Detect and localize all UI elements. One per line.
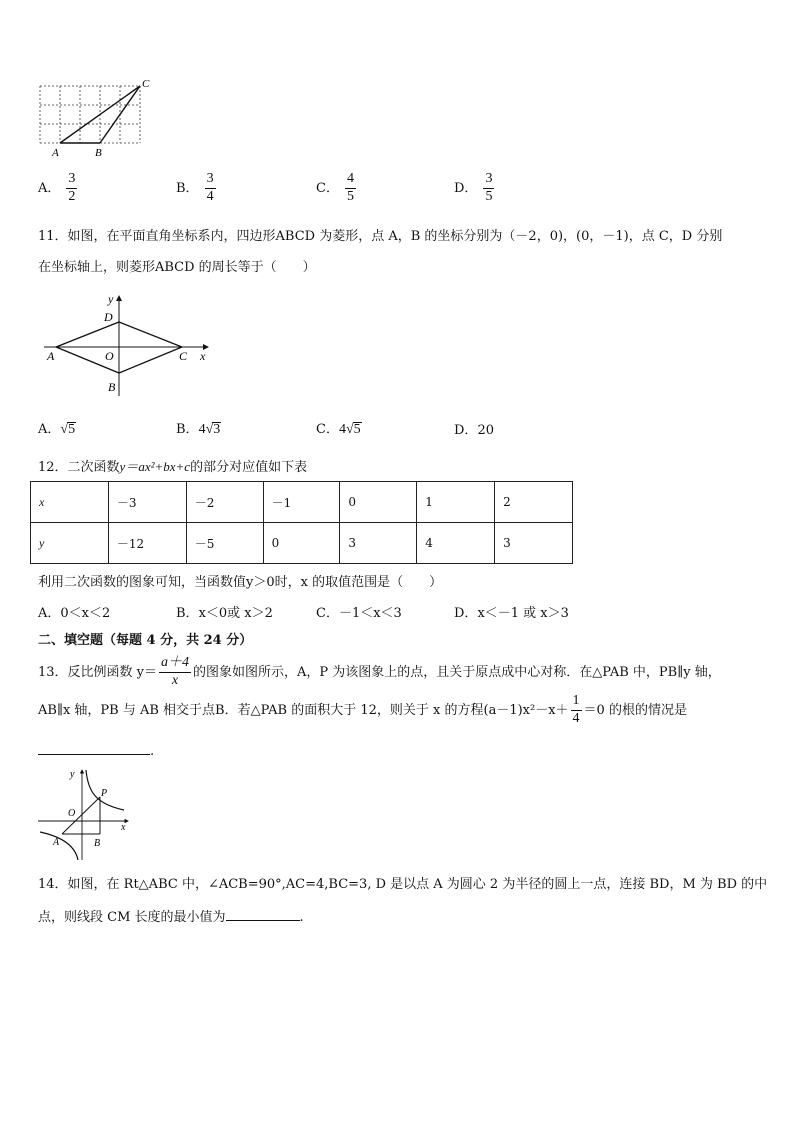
q10-option-c: C． $\frac{4}{5}$	[316, 171, 354, 204]
q12-option-b: B．x＜0或 x＞2	[176, 606, 273, 621]
label-d: D	[104, 310, 113, 324]
row-head: x	[31, 482, 109, 523]
label-p: P	[101, 788, 108, 799]
q12-question-text: 利用二次函数的图象可知，当函数值y＞0时，x 的取值范围是（ ）	[38, 575, 443, 590]
q11-option-a: A． √ 5	[38, 422, 76, 437]
table-cell: 3	[340, 523, 417, 564]
fraction: $\frac{3}{4}$	[206, 171, 214, 204]
label-x: x	[121, 822, 126, 833]
label-c: C	[179, 349, 188, 363]
row-head: y	[31, 523, 109, 564]
fraction: $\frac{a+4}{x}$	[161, 655, 190, 688]
label-a: A	[53, 837, 60, 848]
label-o: O	[105, 349, 114, 363]
table-row-x	[31, 482, 573, 523]
fraction: $\frac{3}{2}$	[68, 171, 76, 204]
q10-option-d: D． $\frac{3}{5}$	[454, 171, 493, 204]
q13-answer-line: .	[38, 742, 154, 758]
answer-blank[interactable]	[226, 908, 300, 921]
fraction: $\frac{3}{5}$	[485, 171, 493, 204]
table-cell: 0	[263, 523, 340, 564]
q11-rhombus-figure	[38, 290, 218, 400]
q10-option-a: A． $\frac{3}{2}$	[38, 171, 76, 204]
table-cell: －2	[186, 482, 263, 523]
label-x: x	[200, 349, 206, 363]
label-y: y	[108, 292, 114, 306]
label-b: B	[94, 838, 101, 849]
table-cell: 4	[417, 523, 495, 564]
q12-line1: 12．二次函数y＝ax²+bx+c的部分对应值如下表	[38, 459, 308, 475]
q11-option-c: C． 4 √ 5	[316, 421, 361, 437]
q11-line1: 11．如图，在平面直角坐标系内，四边形ABCD 为菱形，点 A，B 的坐标分别为（－2，0)，(0，－1)，点 C，D 分别	[38, 229, 723, 244]
table-cell: －12	[108, 523, 186, 564]
label-o: O	[68, 808, 76, 819]
q13-line1: 13．反比例函数 y＝ $\frac{a+4}{x}$ 的图象如图所示，A，P 为该图象上的点，且关于原点成中心对称．在△PAB 中，PB∥y 轴，	[38, 655, 721, 688]
table-cell: －1	[263, 482, 340, 523]
label-a: A	[47, 349, 55, 363]
q11-option-d: D． 20	[454, 423, 494, 438]
sqrt-expression: √ 3	[205, 422, 221, 437]
q14-line1: 14．如图，在 Rt△ABC 中，∠ACB=90°,AC=4,BC=3, D 是以点 A 为圆心 2 为半径的圆上一点，连接 BD，M 为 BD 的中	[38, 877, 768, 892]
q12-option-a: A．0＜x＜2	[38, 606, 111, 621]
q12-value-table	[30, 481, 573, 564]
q10-grid-figure	[34, 76, 164, 162]
q13-line2: AB∥x 轴，PB 与 AB 相交于点B．若△PAB 的面积大于 12，则关于 x 的方程(a－1)x²－x＋ $\frac{1}{4}$ ＝0 的根的情况是	[38, 693, 687, 726]
sqrt-expression: √ 5	[345, 422, 361, 437]
q12-option-c: C．－1＜x＜3	[316, 606, 402, 621]
q11-line2: 在坐标轴上，则菱形ABCD 的周长等于（ ）	[38, 260, 316, 275]
label-a: A	[52, 147, 59, 159]
label-c: C	[142, 78, 150, 90]
table-row-y	[31, 523, 573, 564]
table-cell: 0	[340, 482, 417, 523]
fraction: $\frac{4}{5}$	[346, 171, 354, 204]
table-cell: －3	[108, 482, 186, 523]
section-heading: 二、填空题（每题 4 分，共 24 分）	[38, 633, 253, 648]
q13-hyperbola-figure	[34, 764, 134, 864]
answer-blank[interactable]	[38, 742, 150, 755]
q10-option-b: B． $\frac{3}{4}$	[176, 171, 214, 204]
fraction: $\frac{1}{4}$	[572, 693, 580, 726]
label-b: B	[95, 147, 102, 159]
q12-option-d: D．x＜－1 或 x＞3	[454, 606, 569, 621]
label-b: B	[108, 380, 116, 394]
q14-line2: 点，则线段 CM 长度的最小值为 .	[38, 910, 304, 925]
table-cell: 1	[417, 482, 495, 523]
table-cell: 3	[495, 523, 573, 564]
q11-option-b: B． 4 √ 3	[176, 421, 221, 437]
table-cell: 2	[495, 482, 573, 523]
sqrt-expression: √ 5	[60, 422, 76, 437]
table-cell: －5	[186, 523, 263, 564]
label-y: y	[70, 769, 75, 780]
